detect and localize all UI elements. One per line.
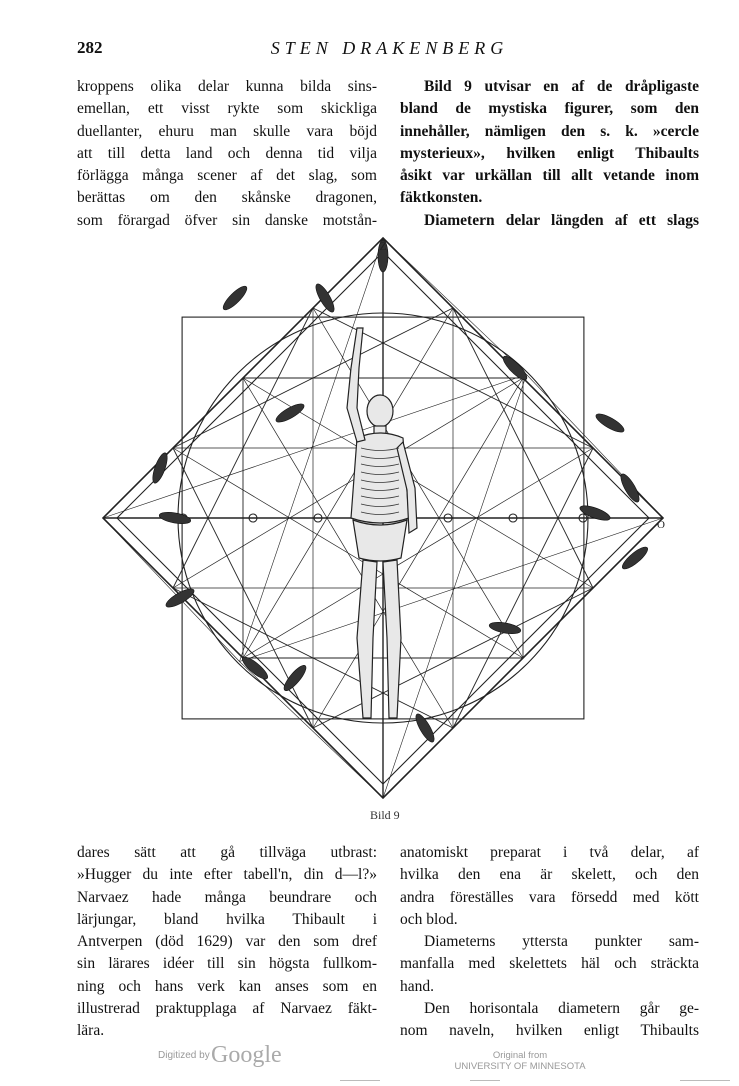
text-line: förlägga många scener af det slag, som — [77, 167, 377, 185]
text-line: illustrerad praktupplaga af Narvaez fäkt- — [77, 1000, 377, 1018]
text-line: ning och hans verk kan anses som en — [77, 977, 377, 995]
text-column-top-right — [400, 76, 699, 232]
footprint-mark — [594, 411, 627, 436]
text-column-bottom-right — [400, 842, 699, 1043]
figure-line — [240, 518, 664, 662]
footer-rule — [340, 1080, 380, 1081]
text-line: »Hugger du inte efter tabell'n, din d—l?» — [77, 866, 377, 884]
text-line: berättas om den skånske dragonen, — [77, 189, 377, 207]
page-number: 282 — [77, 38, 103, 57]
figure-line — [383, 375, 527, 799]
text-line: Diameterns yttersta punkter sam- — [424, 933, 699, 951]
figure-label-top: Z — [379, 239, 387, 253]
text-line: sin lärares idéer till sin högsta fullkom- — [77, 955, 377, 973]
footprint-mark — [488, 620, 521, 635]
institution-text: UNIVERSITY OF MINNESOTA — [454, 1061, 586, 1072]
footprint-mark — [281, 663, 309, 694]
figure-line — [103, 375, 527, 519]
text-line: dares sätt att gå tillväga utbrast: — [77, 844, 377, 861]
text-line: Antverpen (död 1629) var den som dref — [77, 933, 377, 951]
text-line: fäktkonsten. — [400, 189, 483, 207]
cercle-mysterieux-figure — [95, 228, 680, 804]
text-line: hvilka den ena är skelett, och den — [400, 866, 699, 884]
figure-caption: Bild 9 — [370, 808, 400, 822]
text-column-top-left — [77, 76, 377, 232]
figure-drawing — [95, 228, 680, 804]
text-line: och blod. — [400, 910, 458, 928]
text-line: duellanter, ehuru man skulle vara böjd — [77, 122, 377, 140]
text-line: som förargad öfver sin danske motstån- — [77, 211, 377, 229]
text-line: kroppens olika delar kunna bilda sins- — [77, 78, 377, 95]
text-line: mysterieux», hvilken enligt Thibaults — [400, 144, 699, 162]
google-logo: Google — [211, 1042, 282, 1068]
text-line: åsikt var urkällan till allt vetande inom — [400, 167, 699, 185]
footer-rule — [680, 1080, 730, 1081]
original-from-text: Original from — [492, 1050, 548, 1061]
text-line: Narvaez hade många beundrare och — [77, 888, 377, 906]
text-line: att till detta land och denna tid vilja — [77, 144, 377, 162]
text-line: nom naveln, hvilken enligt Thibaults — [400, 1022, 699, 1040]
text-line: andra föreställes vara försedd med kött — [400, 888, 699, 906]
footprint-mark — [620, 544, 651, 572]
text-line: lärjungar, bland hvilka Thibault i — [77, 910, 377, 928]
text-line: Bild 9 utvisar en af de dråpligaste — [424, 78, 699, 95]
text-line: bland de mystiska figurer, som den — [400, 100, 699, 118]
running-title: STEN DRAKENBERG — [270, 38, 509, 58]
digitized-by-label: Digitized by — [158, 1050, 210, 1061]
text-line: anatomiskt preparat i två delar, af — [400, 844, 699, 861]
text-line: lära. — [77, 1022, 105, 1040]
footer-rule — [470, 1080, 500, 1081]
text-column-bottom-left — [77, 842, 377, 1043]
footprint-mark — [578, 503, 611, 523]
text-line: Den horisontala diametern går ge- — [424, 1000, 699, 1018]
text-line: innehåller, nämligen den s. k. »cercle — [400, 122, 699, 140]
footprint-mark — [158, 510, 191, 525]
skeleton-figure — [347, 328, 417, 718]
figure-label-right: O — [657, 519, 665, 531]
text-line: emellan, ett visst rykte som skickliga — [77, 100, 377, 118]
text-line: Diametern delar längden af ett slags — [424, 211, 699, 229]
text-line: manfalla med skelettets häl och sträckta — [400, 955, 699, 973]
footprint-mark — [220, 283, 250, 313]
text-line: hand. — [400, 977, 435, 995]
original-from-label — [450, 1050, 590, 1072]
